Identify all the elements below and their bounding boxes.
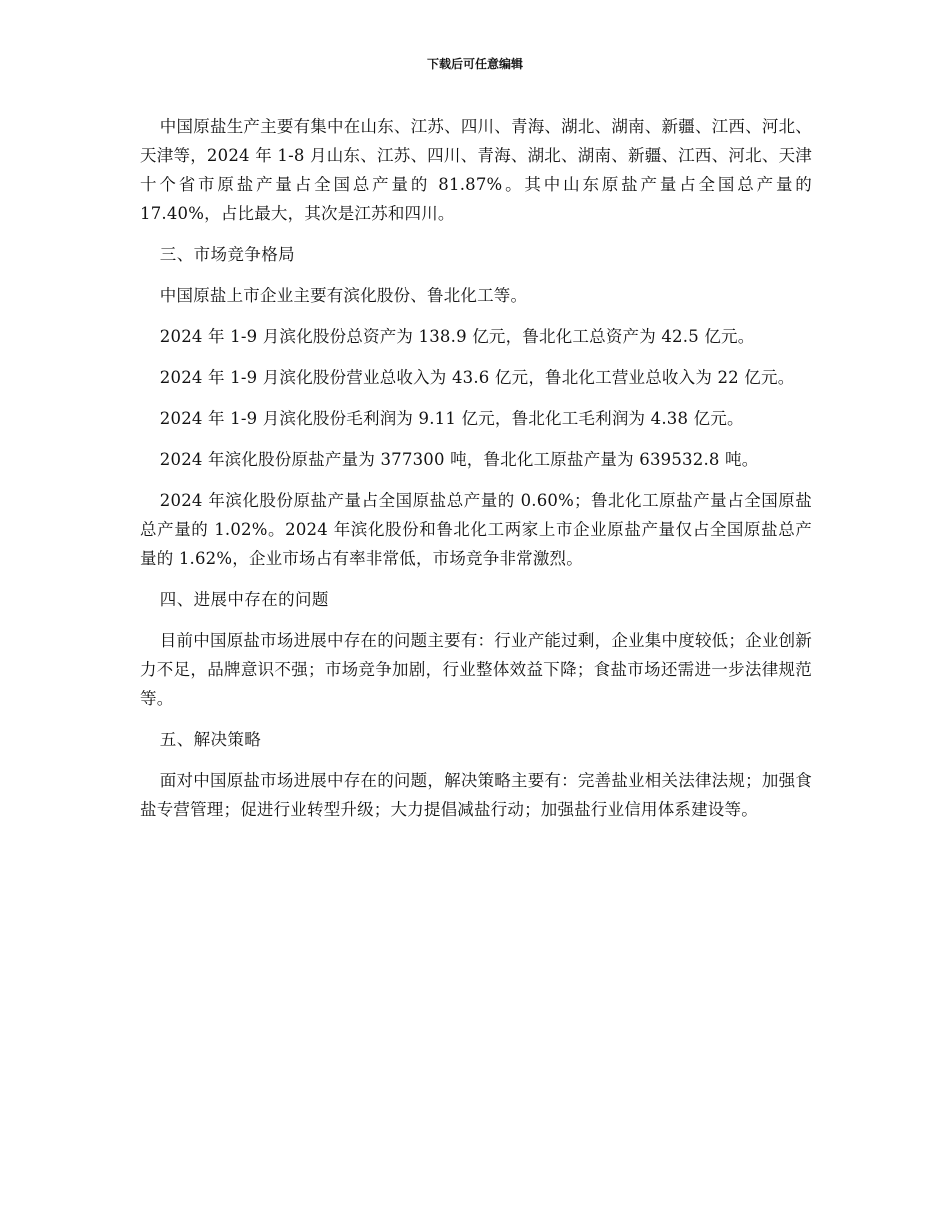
section-heading-competition: 三、市场竞争格局 <box>159 245 295 264</box>
paragraph-production-regions: 中国原盐生产主要有集中在山东、江苏、四川、青海、湖北、湖南、新疆、江西、河北、天津等，2024 年 1-8 月山东、江苏、四川、青海、湖北、湖南、新疆、江西、河北、天津十个省市原盐产量占全国总产量的 81.87%。其中山东原盐产量占全国总产量的 17.40%，占比最大，其次是江苏和四川。 <box>140 117 812 223</box>
section-heading-strategies: 五、解决策略 <box>159 730 262 749</box>
paragraph-market-share: 2024 年滨化股份原盐产量占全国原盐总产量的 0.60%；鲁北化工原盐产量占全国原盐总产量的 1.02%。2024 年滨化股份和鲁北化工两家上市企业原盐产量仅占全国原盐总产量的 1.62%，企业市场占有率非常低，市场竞争非常激烈。 <box>140 491 812 568</box>
paragraph-revenue: 2024 年 1-9 月滨化股份营业总收入为 43.6 亿元，鲁北化工营业总收入为 22 亿元。 <box>159 368 795 387</box>
paragraph-listed-companies: 中国原盐上市企业主要有滨化股份、鲁北化工等。 <box>159 286 528 305</box>
paragraph-problems: 目前中国原盐市场进展中存在的问题主要有：行业产能过剩，企业集中度较低；企业创新力不足，品牌意识不强；市场竞争加剧，行业整体效益下降；食盐市场还需进一步法律规范等。 <box>140 631 812 708</box>
paragraph-output: 2024 年滨化股份原盐产量为 377300 吨，鲁北化工原盐产量为 639532.8 吨。 <box>159 450 759 469</box>
paragraph-gross-profit: 2024 年 1-9 月滨化股份毛利润为 9.11 亿元，鲁北化工毛利润为 4.38 亿元。 <box>159 409 744 428</box>
paragraph-total-assets: 2024 年 1-9 月滨化股份总资产为 138.9 亿元，鲁北化工总资产为 42.5 亿元。 <box>159 327 755 346</box>
page-header: 下载后可任意编辑 <box>426 57 523 71</box>
paragraph-strategies: 面对中国原盐市场进展中存在的问题，解决策略主要有：完善盐业相关法律法规；加强食盐专营管理；促进行业转型升级；大力提倡减盐行动；加强盐行业信用体系建设等。 <box>140 771 812 819</box>
section-heading-problems: 四、进展中存在的问题 <box>159 590 329 609</box>
document-body <box>140 112 812 836</box>
